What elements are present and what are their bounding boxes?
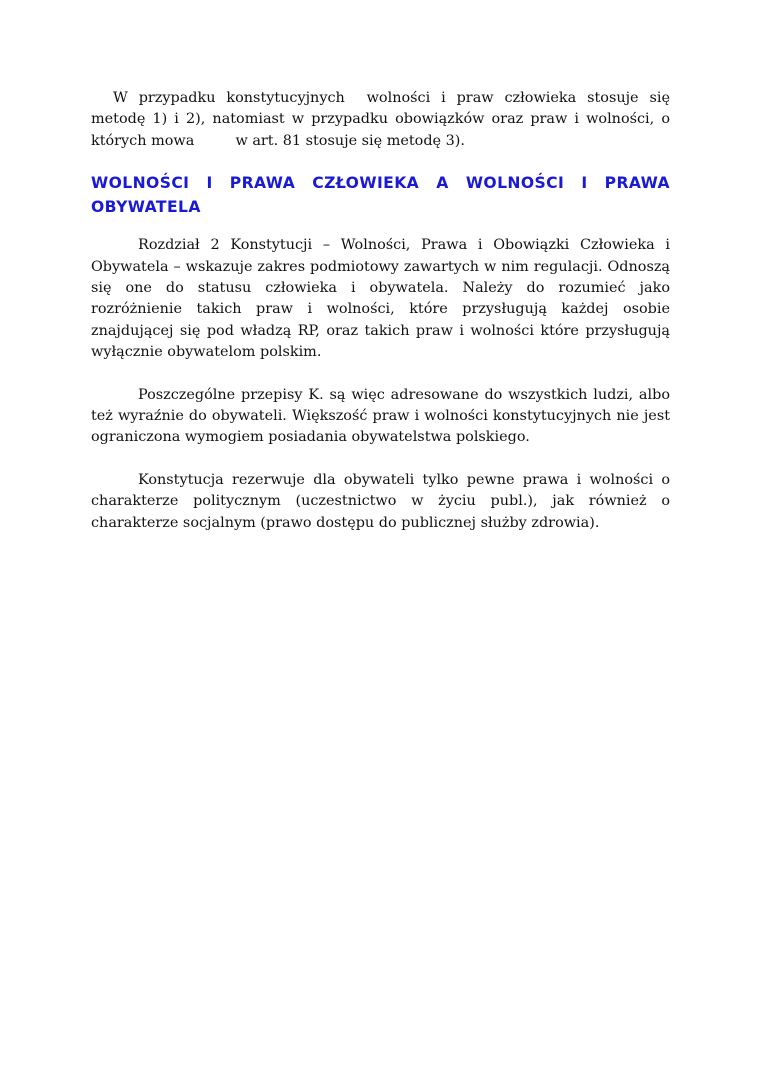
document-page — [91, 88, 680, 534]
paragraph-spacer — [91, 449, 670, 470]
section-heading: WOLNOŚCI I PRAWA CZŁOWIEKA A WOLNOŚCI I PRAWA OBYWATELA — [91, 174, 670, 217]
paragraph-chapter-2: Rozdział 2 Konstytucji – Wolności, Prawa i Obowiązki Człowieka i Obywatela – wskazuje zakres podmiotowy zawartych w nim regulacji. Odnoszą się one do statusu człowieka i obywatela. Należy do rozumieć jako rozróżnienie takich praw i wolności, które przysługują każdej osobie znajdującej się pod władzą RP, oraz takich praw i wolności które przysługują wyłącznie obywatelom polskim. — [91, 237, 670, 361]
paragraph-provisions: Poszczególne przepisy K. są więc adresowane do wszystkich ludzi, albo też wyraźnie do obywateli. Większość praw i wolności konstytucyjnych nie jest ograniczona wymogiem posiadania obywatelstwa polskiego. — [91, 386, 680, 446]
paragraph-spacer — [91, 364, 670, 385]
paragraph-citizen-rights: Konstytucja rezerwuje dla obywateli tylko pewne prawa i wolności o charakterze politycznym (uczestnictwo w życiu publ.), jak również o charakterze socjalnym (prawo dostępu do publicznej służby zdrowia). — [91, 471, 670, 531]
paragraph-methods: W przypadku konstytucyjnych wolności i praw człowieka stosuje się metodę 1) i 2), natomiast w przypadku obowiązków oraz praw i wolności, o których mowa w art. 81 stosuje się metodę 3). — [91, 90, 675, 149]
